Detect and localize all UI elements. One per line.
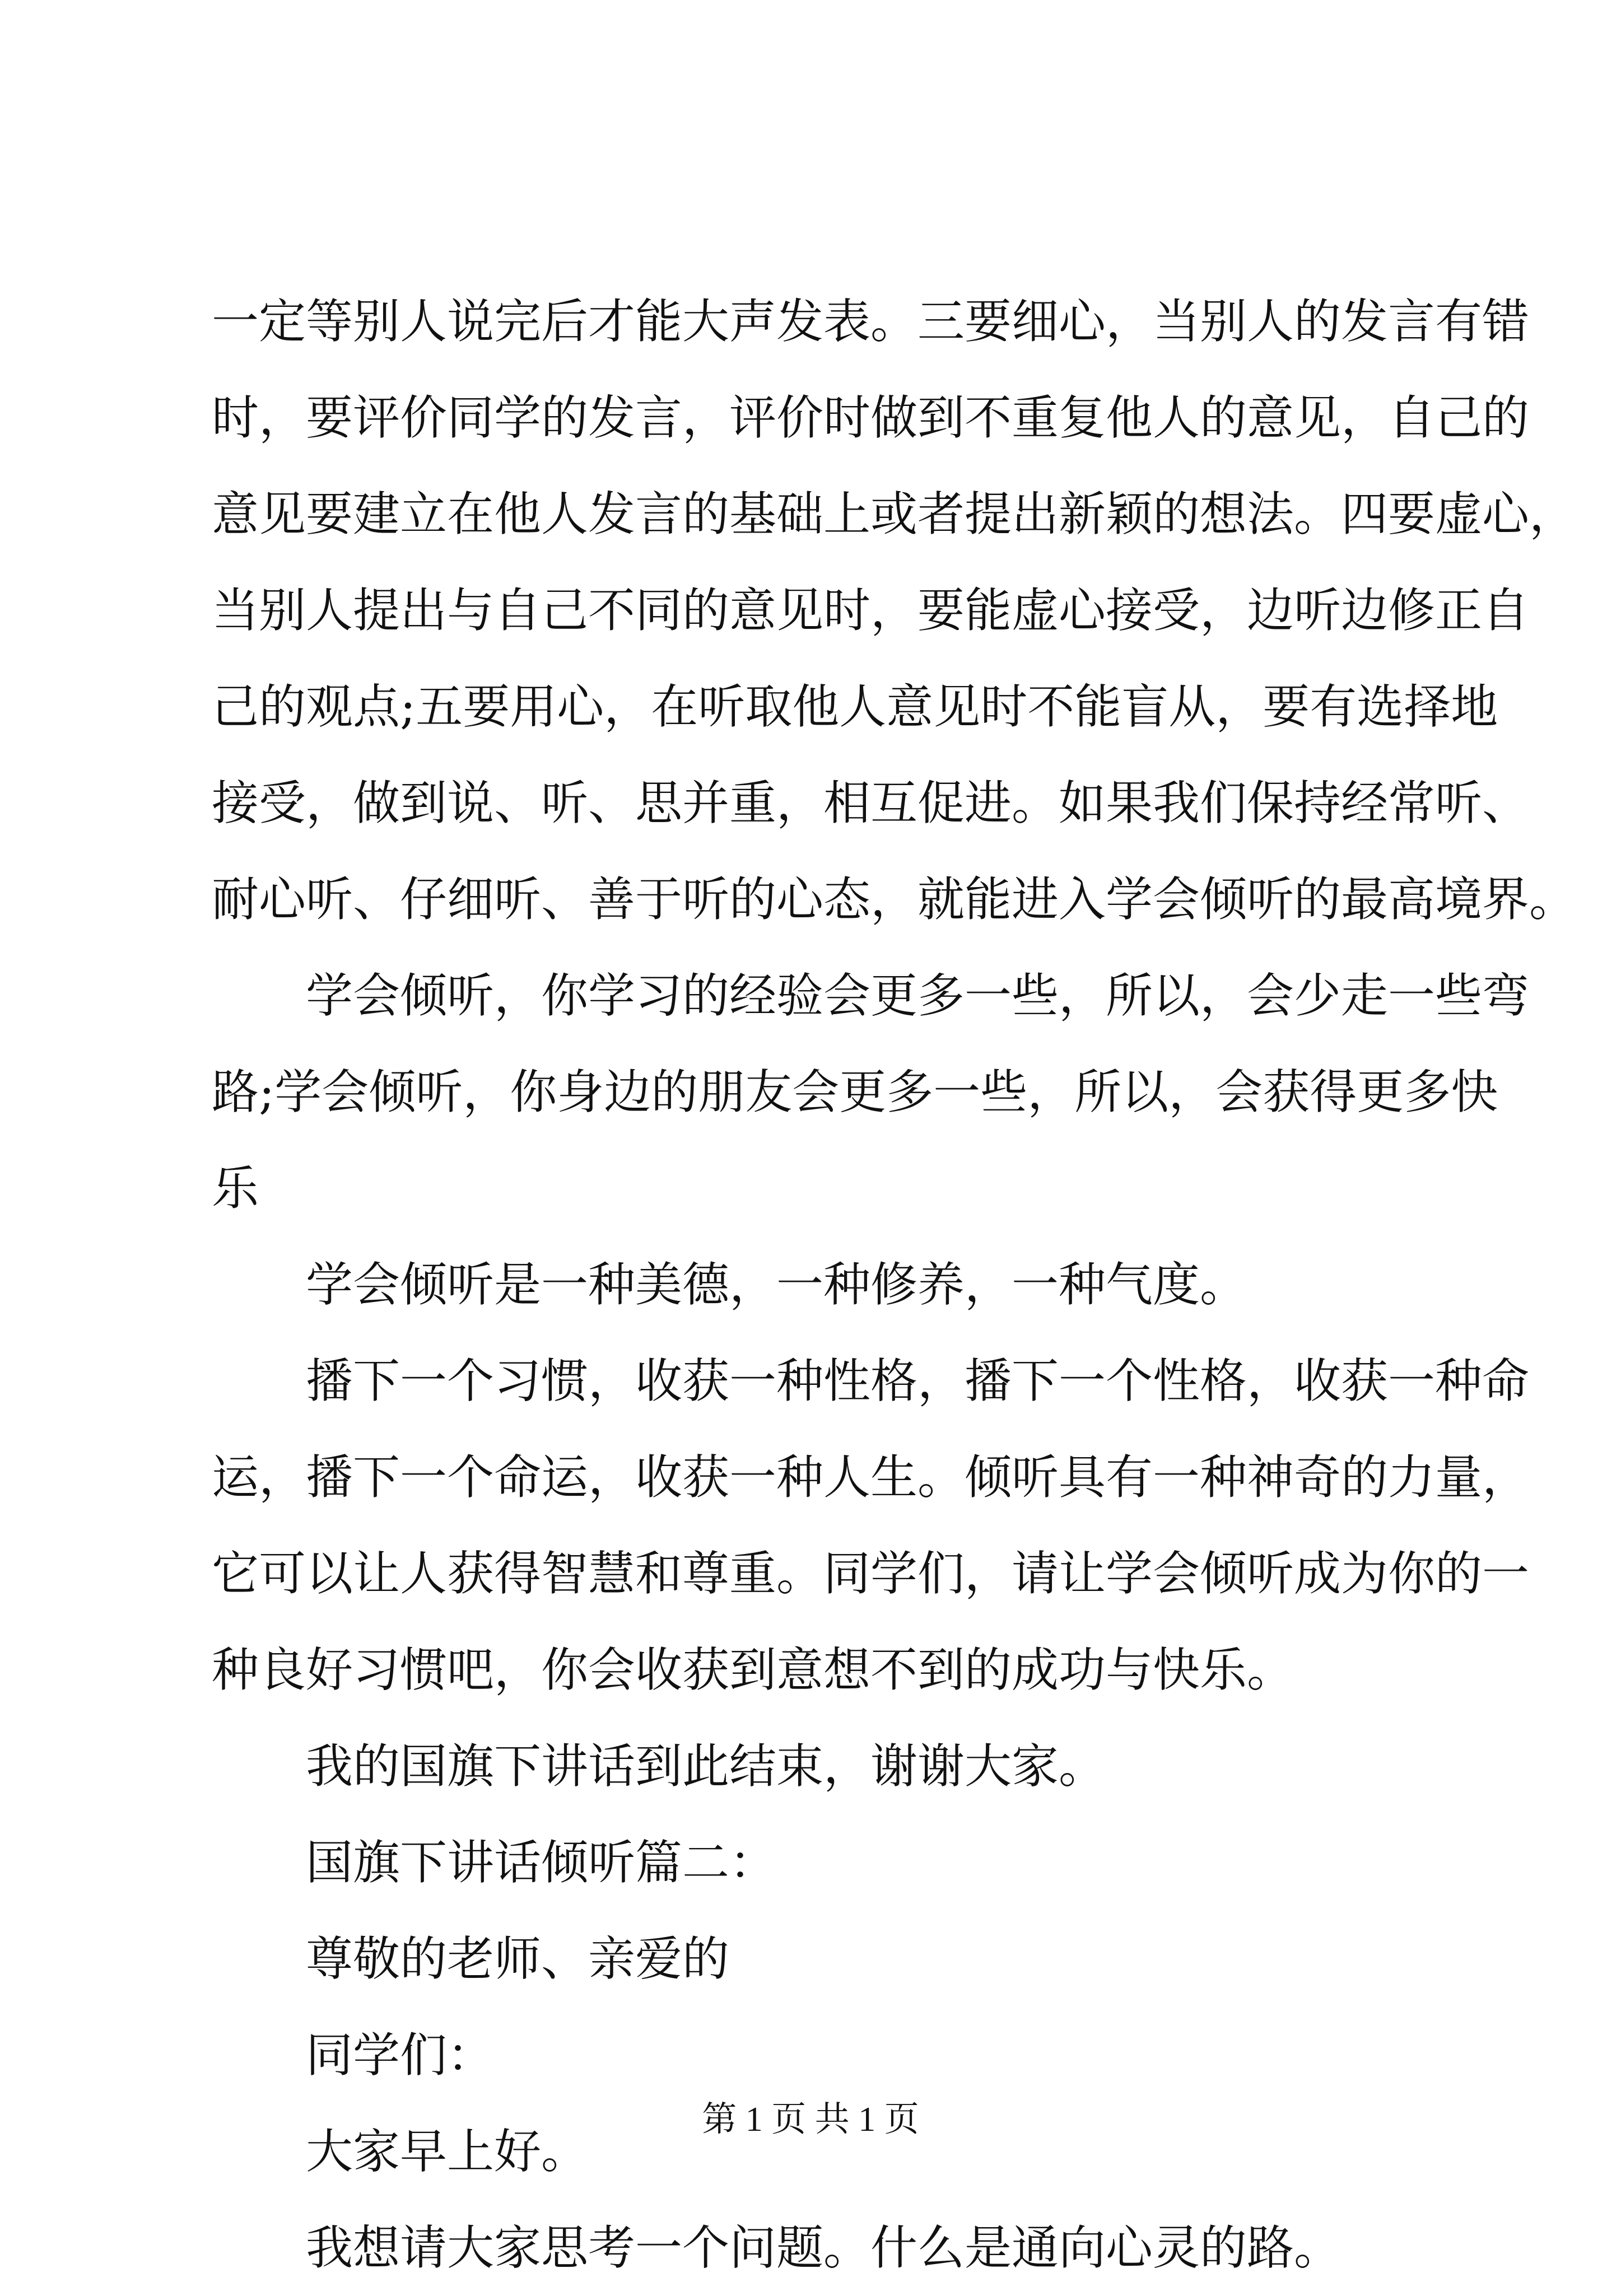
salutation-line: 同学们：	[306, 2028, 495, 2083]
paragraph-line: 我想请大家思考一个问题。什么是通向心灵的路。	[306, 2220, 1341, 2275]
paragraph-line: 意见要建立在他人发言的基础上或者提出新颖的想法。四要虚心，	[212, 487, 1577, 542]
page-number-footer: 第 1 页 共 1 页	[702, 2101, 919, 2139]
section-heading: 国旗下讲话倾听篇二：	[306, 1835, 777, 1890]
paragraph-line: 学会倾听是一种美德，一种修养，一种气度。	[306, 1257, 1247, 1312]
paragraph-line: 时，要评价同学的发言，评价时做到不重复他人的意见，自己的	[212, 390, 1530, 445]
paragraph-line: 我的国旗下讲话到此结束，谢谢大家。	[306, 1739, 1106, 1794]
document-body	[212, 273, 1577, 2296]
paragraph-line: 运，播下一个命运，收获一种人生。倾听具有一种神奇的力量，	[212, 1450, 1530, 1505]
paragraph-line: 种良好习惯吧，你会收获到意想不到的成功与快乐。	[212, 1642, 1294, 1697]
greeting-line: 大家早上好。	[306, 2124, 589, 2179]
paragraph-line: 耐心听、仔细听、善于听的心态，就能进入学会倾听的最高境界。	[212, 872, 1577, 927]
paragraph-line: 一定等别人说完后才能大声发表。三要细心，当别人的发言有错	[212, 294, 1530, 349]
salutation-line: 尊敬的老师、亲爱的	[306, 1931, 730, 1986]
paragraph-line: 路;学会倾听，你身边的朋友会更多一些，所以，会获得更多快	[212, 1065, 1498, 1119]
paragraph-line: 己的观点;五要用心，在听取他人意见时不能盲从，要有选择地	[212, 679, 1498, 734]
paragraph-line: 学会倾听，你学习的经验会更多一些，所以，会少走一些弯	[306, 968, 1530, 1023]
paragraph-line: 它可以让人获得智慧和尊重。同学们，请让学会倾听成为你的一	[212, 1546, 1530, 1601]
paragraph-line: 乐	[212, 1161, 259, 1216]
paragraph-line: 接受，做到说、听、思并重，相互促进。如果我们保持经常听、	[212, 776, 1530, 830]
paragraph-line: 当别人提出与自己不同的意见时，要能虚心接受，边听边修正自	[212, 583, 1530, 638]
paragraph-line: 播下一个习惯，收获一种性格，播下一个性格，收获一种命	[306, 1354, 1530, 1408]
